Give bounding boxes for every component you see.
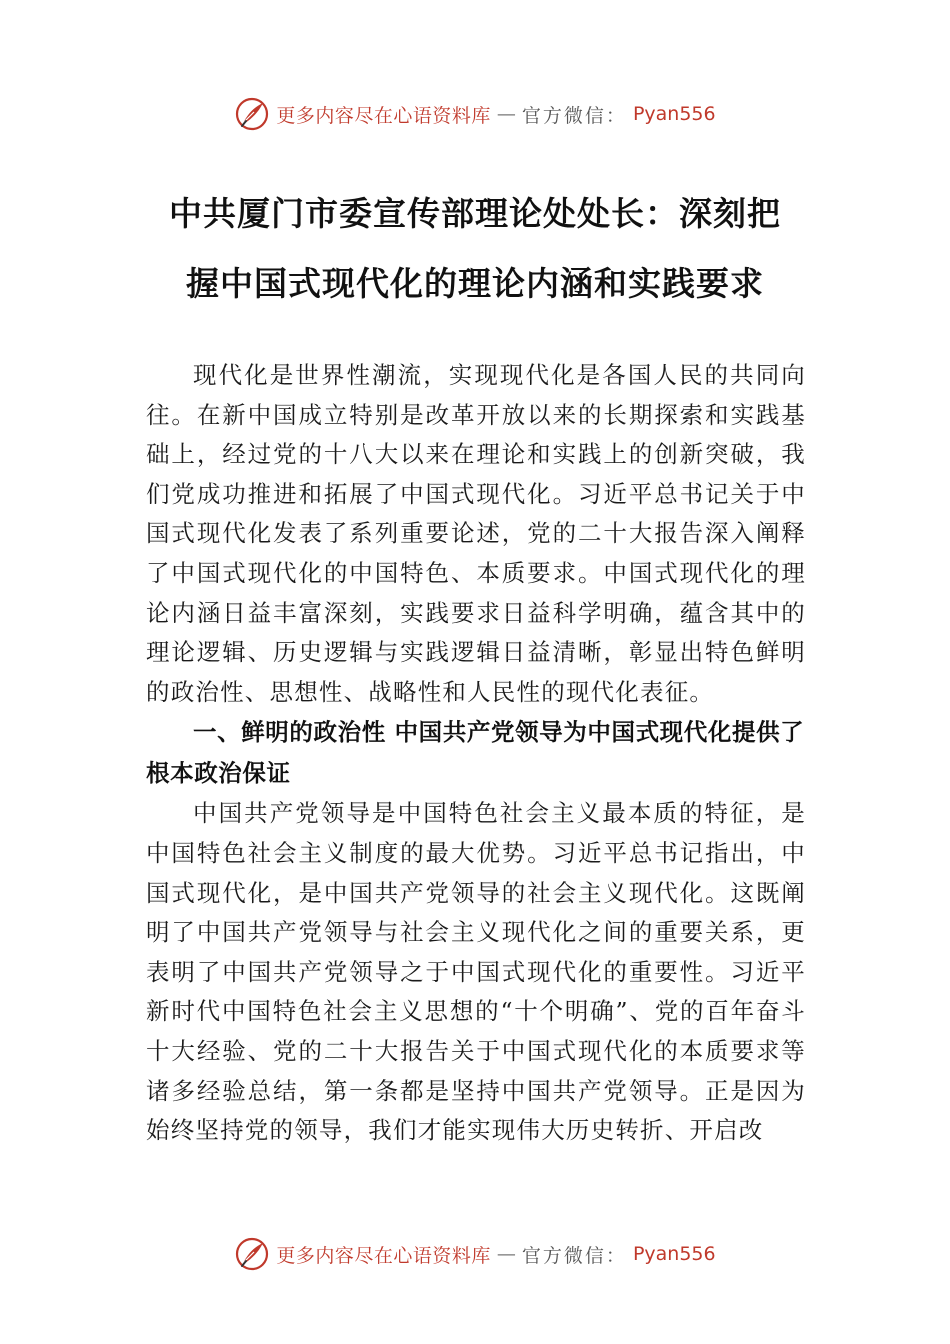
body-paragraph-2: 中国共产党领导是中国特色社会主义最本质的特征，是中国特色社会主义制度的最大优势。习近平总书记指出，中国式现代化，是中国共产党领导的社会主义现代化。这既阐明了中国共产党领导与社会主义现代化之间的重要关系，更表明了中国共产党领导之于中国式现代化的重要性。习近平新时代中国特色社会主义思想的“十个明确”、党的百年奋斗十大经验、党的二十大报告关于中国式现代化的本质要求等诸多经验总结，第一条都是坚持中国共产党领导。正是因为始终坚持党的领导，我们才能实现伟大历史转折、开启改 <box>146 799 806 1145</box>
document-title-line-2: 握中国式现代化的理论内涵和实践要求 <box>186 264 764 303</box>
watermark-text: 更多内容尽在心语资料库 <box>276 1244 491 1267</box>
watermark-separator: — <box>496 1243 516 1265</box>
header-watermark-banner <box>0 92 950 136</box>
section-heading-1: 一、鲜明的政治性 中国共产党领导为中国式现代化提供了根本政治保证 <box>146 718 805 788</box>
document-body <box>146 356 806 1151</box>
feather-pen-logo-icon <box>234 1236 270 1272</box>
watermark-separator: — <box>496 103 516 125</box>
body-paragraph-1: 现代化是世界性潮流，实现现代化是各国人民的共同向往。在新中国成立特别是改革开放以来的长期探索和实践基础上，经过党的十八大以来在理论和实践上的创新突破，我们党成功推进和拓展了中国式现代化。习近平总书记关于中国式现代化发表了系列重要论述，党的二十大报告深入阐释了中国式现代化的中国特色、本质要求。中国式现代化的理论内涵日益丰富深刻，实践要求日益科学明确，蕴含其中的理论逻辑、历史逻辑与实践逻辑日益清晰，彰显出特色鲜明的政治性、思想性、战略性和人民性的现代化表征。 <box>146 361 806 706</box>
footer-watermark-banner <box>0 1232 950 1276</box>
watermark-wechat-id: Pyan556 <box>632 103 716 125</box>
watermark-text: 更多内容尽在心语资料库 <box>276 104 491 127</box>
document-title-line-1: 中共厦门市委宣传部理论处处长：深刻把 <box>169 194 781 233</box>
watermark-wechat-id: Pyan556 <box>632 1243 716 1265</box>
watermark-wechat-label: 官方微信： <box>521 104 627 127</box>
watermark-wechat-label: 官方微信： <box>521 1244 627 1267</box>
feather-pen-logo-icon <box>234 96 270 132</box>
